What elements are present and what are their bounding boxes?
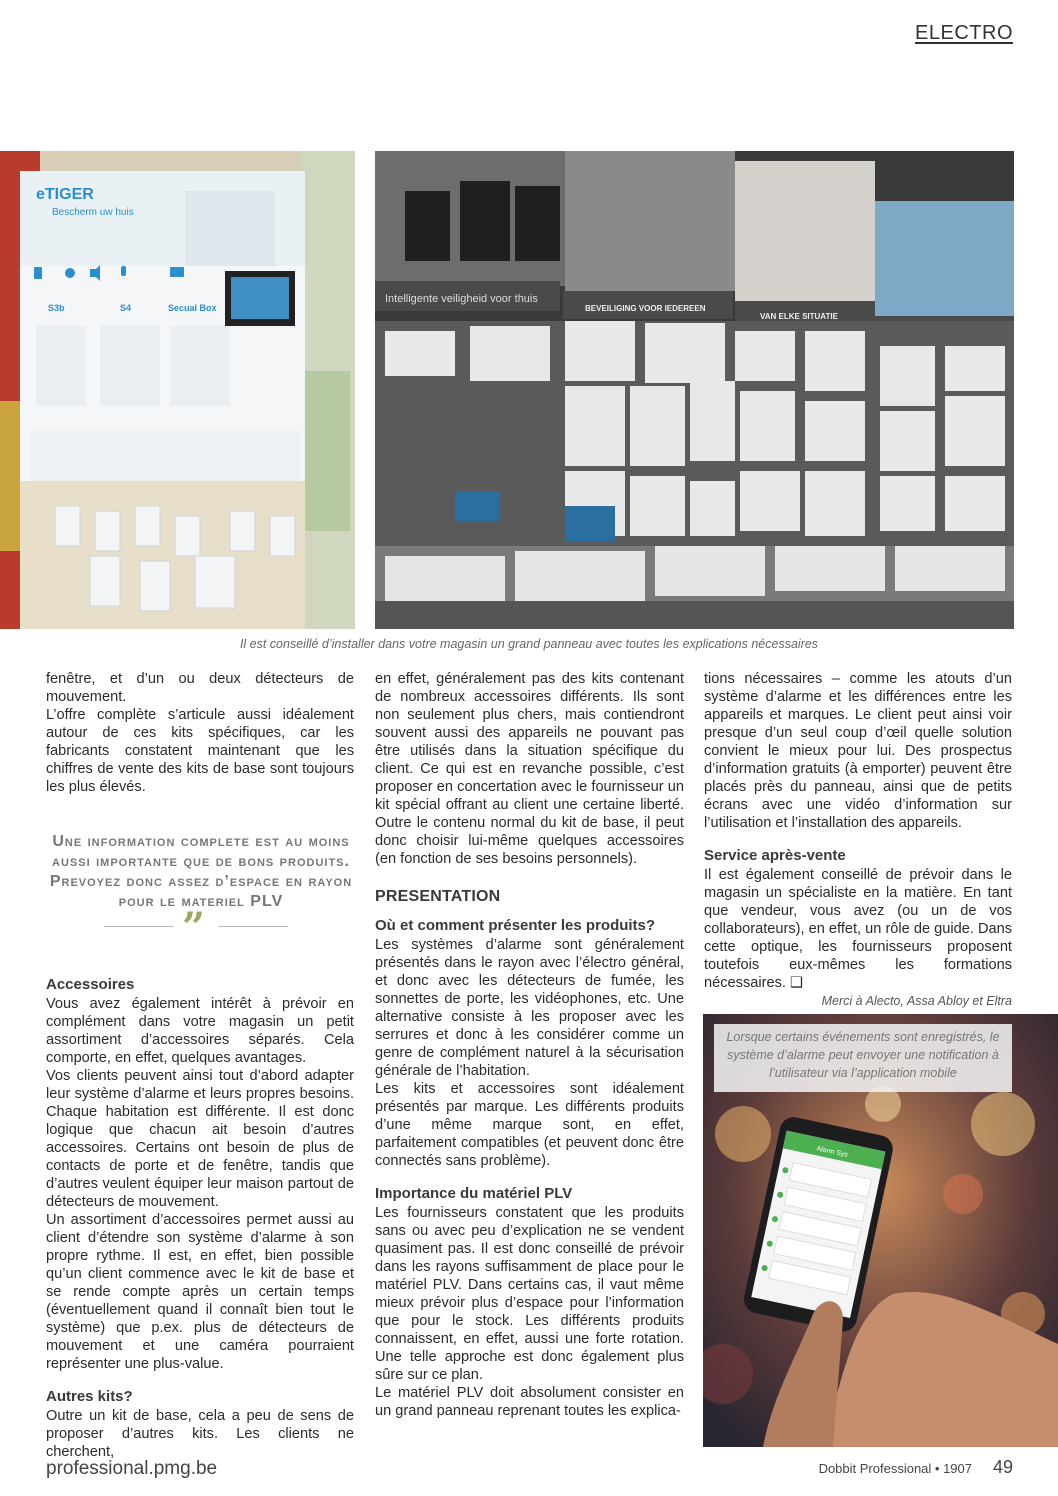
panel-banner: BEVEILIGING VOOR IEDEREEN: [585, 304, 706, 313]
etiger-logo: eTIGER: [36, 186, 94, 203]
store-panel-photo: [375, 151, 1014, 629]
paragraph: Il est également conseillé de prévoir dans le magasin un spécialiste en la matière. En tant que vendeur, vous avez (ou un de vos collaborateurs), en effet, un rôle de guide. Dans cette optique, les fournisseurs proposent toutefois eux-mêmes les formations nécessaires. ❑: [704, 867, 1013, 991]
heading-autres-kits: Autres kits?: [46, 1388, 133, 1405]
model-label: S3b: [48, 303, 65, 313]
page-number: 49: [992, 1457, 1013, 1477]
paragraph: fenêtre, et d’un ou deux détecteurs de mouvement.: [46, 671, 354, 705]
paragraph: Vos clients peuvent ainsi tout d’abord adapter leur système d’alarme et leurs propres besoins. Chaque habitation est différente. Il est donc logique que chacun ait besoin d’autres accessoires. Certains ont besoin de plus de contacts de porte et de fenêtre, tandis que d’autres veulent équiper leur maison partout de détecteurs de mouvement.: [46, 1068, 354, 1210]
heading-ou-presenter: Où et comment présenter les produits?: [375, 917, 656, 934]
divider: [104, 926, 174, 927]
paragraph: Outre un kit de base, cela a peu de sens de proposer d’autres kits. Les clients ne cherchent,: [46, 1408, 354, 1460]
paragraph: tions nécessaires – comme les atouts d’un système d’alarme et les différences entre les appareils et marques. Le client peut ainsi voir presque d’un seul coup d’œil quelle solution convient le mieux pour lui. Des prospectus d’information gratuits (à emporter) peuvent être placés près du panneau, ainsi que de petits écrans avec une vidéo d’information sur l’utilisation et l’installation des appareils.: [704, 671, 1012, 831]
paragraph: en effet, généralement pas des kits contenant de nombreux accessoires différents. Ils sont non seulement plus chers, mais contiendront souvent aussi des appareils ne pouvant pas être utilisés dans la situation spécifique du client. Ce qui est en revanche possible, c’est proposer en concertation avec le fournisseur un kit spécial offrant au client une certaine liberté. Outre le contenu normal du kit de base, il peut donc choisir lui-même quelques accessoires (en fonction de ses besoins personnels).: [375, 671, 684, 867]
paragraph: Vous avez également intérêt à prévoir en complément dans votre magasin un petit assortiment d’accessoires séparés. Cela comporte, en effet, quelques avantages.: [46, 996, 354, 1066]
column-3: [704, 670, 1012, 1010]
panel-banner: VAN ELKE SITUATIE: [760, 312, 838, 321]
column-1: [46, 670, 354, 796]
model-label: S4: [120, 303, 132, 313]
panel-banner: Intelligente veiligheid voor thuis: [385, 293, 538, 305]
paragraph: Un assortiment d’accessoires permet aussi au client d’étendre son système d’alarme à son propre rythme. Il est, en effet, bien possible qu’un client commence avec le kit de base et se rende compte après un certain temps (éventuellement quand il connaît bien tout le système) que p.ex. plus de détecteurs de mouvement et une caméra pourraient représenter une plus-value.: [46, 1212, 354, 1372]
section-tag: ELECTRO: [915, 22, 1013, 44]
heading-presentation: PRESENTATION: [375, 888, 501, 905]
paragraph: Le matériel PLV doit absolument consister en un grand panneau reprenant toutes les explica-: [375, 1385, 684, 1419]
heading-service: Service après-vente: [704, 847, 846, 864]
photo-caption: Il est conseillé d’installer dans votre magasin un grand panneau avec toutes les explications nécessaires: [239, 637, 819, 651]
keyboard-icon: [170, 267, 184, 277]
paragraph: Les systèmes d’alarme sont généralement présentés dans le rayon avec l’électro général, et donc avec les détecteurs de fumée, les sonnettes de porte, les vidéophones, etc. Une alternative consiste à les proposer avec les serrures et donc à les considérer comme un genre de complément naturel à la sécurisation générale de l’habitation.: [375, 937, 684, 1079]
etiger-tagline: Bescherm uw huis: [52, 207, 134, 218]
credit-line: Merci à Alecto, Assa Abloy et Eltra: [821, 994, 1012, 1008]
etiger-display-photo: [0, 151, 355, 629]
paragraph: L’offre complète s’articule aussi idéalement autour de ces kits spécifiques, car les fabricants constatent maintenant que les chiffres de vente des kits de base sont toujours les plus élevés.: [46, 707, 354, 795]
footer-magazine: Dobbit Professional • 1907: [818, 1461, 972, 1476]
column-1-lower: [46, 975, 354, 1461]
heading-importance-plv: Importance du matériel PLV: [375, 1185, 573, 1202]
heading-accessoires: Accessoires: [46, 976, 135, 993]
microphone-icon: [121, 266, 126, 276]
quote-icon: ”: [182, 904, 206, 951]
wifi-icon: [65, 268, 75, 278]
column-2: [375, 670, 684, 1420]
phone-icon: [34, 267, 42, 279]
app-title: Alarm Sys: [815, 1145, 849, 1159]
quote-mark-ornament: [104, 904, 288, 951]
paragraph: Les kits et accessoires sont idéalement présentés par marque. Les différents produits d’une même marque sont, en effet, parfaitement compatibles (et peuvent donc être connectés sans problème).: [375, 1081, 684, 1169]
footer-url[interactable]: professional.pmg.be: [46, 1458, 218, 1479]
divider: [218, 926, 288, 927]
paragraph: Les fournisseurs constatent que les produits sans ou avec peu d’explication ne se vendent quasiment pas. Il est donc conseillé de prévoir dans les rayons suffisamment de place pour le matériel PLV. Dans certains cas, il vaut même mieux prévoir plus d’espace pour l’information que pour le stock. Les différents produits connaissent, en effet, aussi une forte rotation. Une telle approche est donc également plus sûre sur ce plan.: [375, 1205, 684, 1383]
phone-photo-caption: Lorsque certains événements sont enregistrés, le système d’alarme peut envoyer une notification à l’utilisateur via l’application mobile: [714, 1024, 1012, 1092]
pull-quote: Une information complete est au moins aussi importante que de bons produits. Prevoyez donc assez d’espace en rayon pour le materiel PLV: [49, 833, 353, 910]
model-label: Secual Box: [168, 303, 217, 313]
